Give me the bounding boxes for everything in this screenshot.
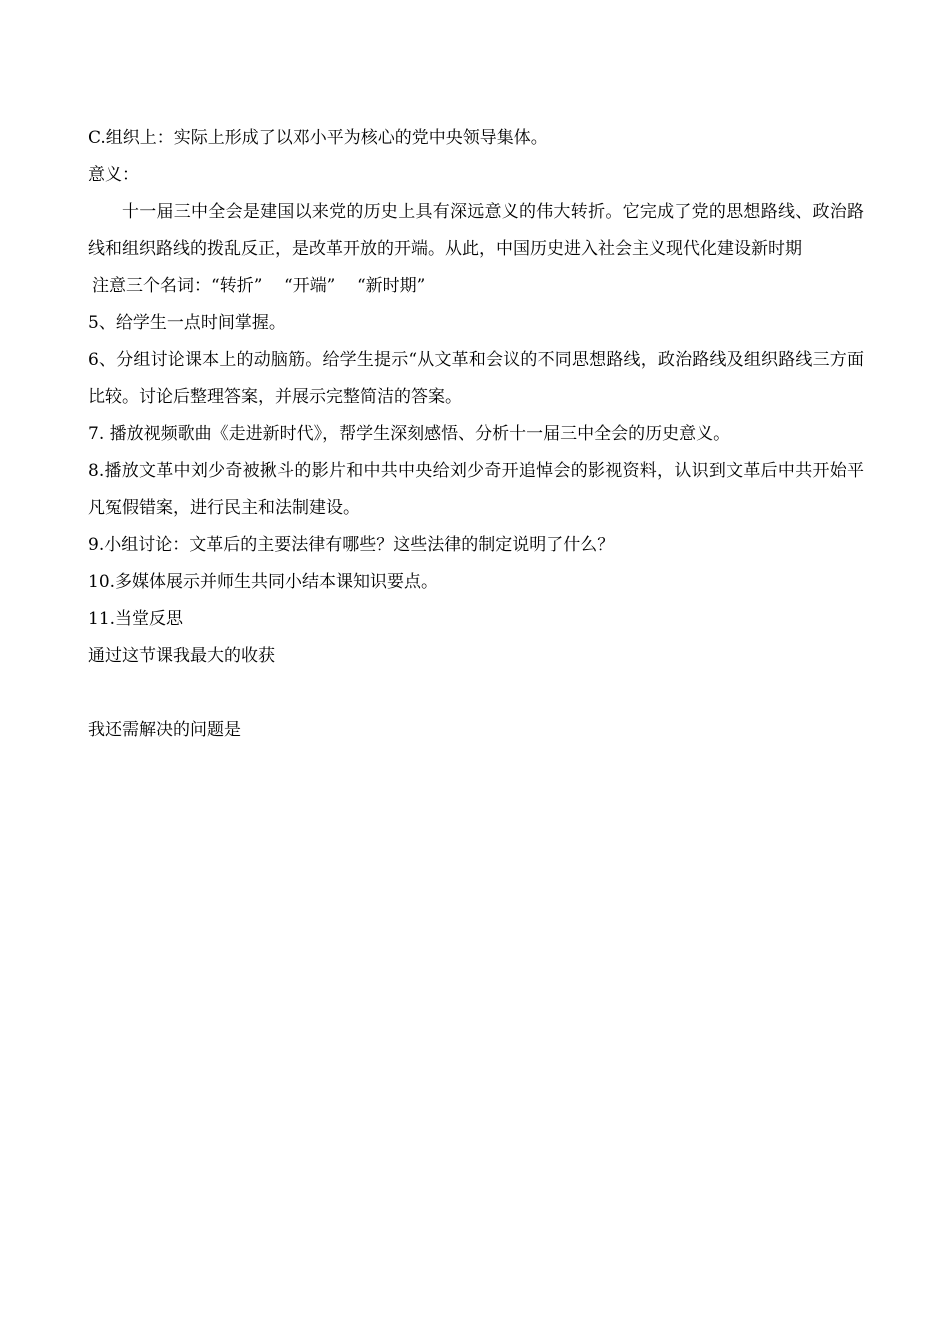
paragraph-significance-heading: 意义：	[88, 165, 139, 185]
paragraph-organization: C.组织上：实际上形成了以邓小平为核心的党中央领导集体。	[88, 128, 548, 148]
paragraph-significance-body: 十一届三中全会是建国以来党的历史上具有深远意义的伟大转折。它完成了党的思想路线、政治路线和组织路线的拨乱反正，是改革开放的开端。从此，中国历史进入社会主义现代化建设新时期	[88, 202, 864, 259]
paragraph-step-10: 10.多媒体展示并师生共同小结本课知识要点。	[88, 572, 439, 592]
paragraph-step-9: 9.小组讨论：文革后的主要法律有哪些？这些法律的制定说明了什么？	[88, 535, 615, 555]
paragraph-step-6: 6、分组讨论课本上的动脑筋。给学生提示“从文革和会议的不同思想路线，政治路线及组织路线三方面比较。讨论后整理答案，并展示完整简洁的答案。	[88, 350, 864, 407]
blank-line	[88, 675, 864, 712]
paragraph-step-5: 5、给学生一点时间掌握。	[88, 313, 286, 333]
paragraph-reflection-gain: 通过这节课我最大的收获	[88, 646, 275, 666]
paragraph-reflection-question: 我还需解决的问题是	[88, 720, 241, 740]
paragraph-step-8: 8.播放文革中刘少奇被揪斗的影片和中共中央给刘少奇开追悼会的影视资料，认识到文革后中共开始平凡冤假错案，进行民主和法制建设。	[88, 461, 864, 518]
paragraph-step-11: 11.当堂反思	[88, 609, 184, 629]
paragraph-step-7: 7. 播放视频歌曲《走进新时代》，帮学生深刻感悟、分析十一届三中全会的历史意义。	[88, 424, 731, 444]
document-body	[88, 120, 864, 749]
paragraph-three-terms-note: 注意三个名词：“转折” “开端” “新时期”	[92, 276, 426, 296]
